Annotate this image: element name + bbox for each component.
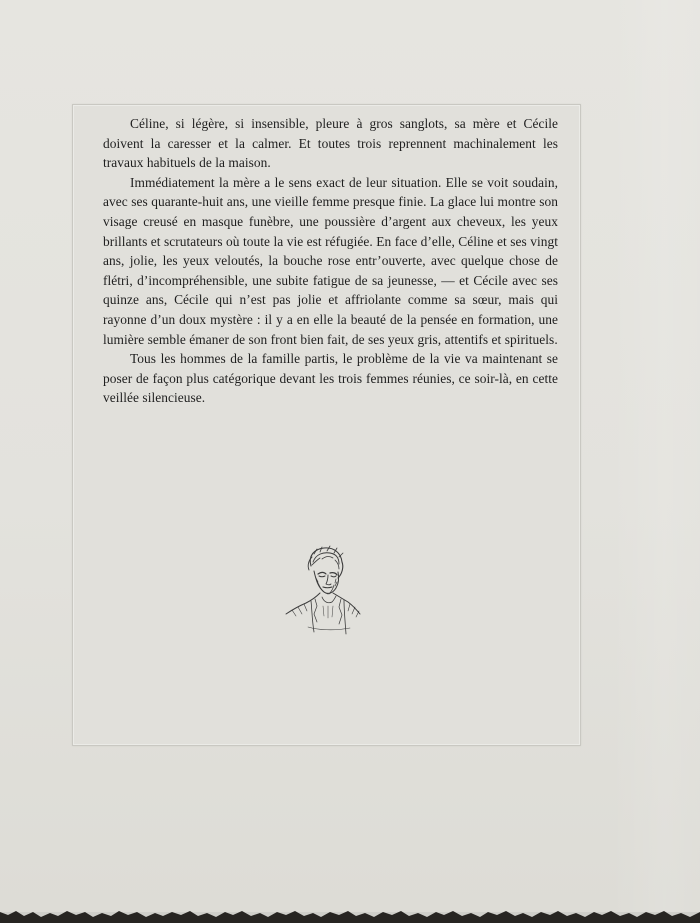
paragraph-2: Immédiatement la mère a le sens exact de leur situation. Elle se voit soudain, avec ses quarante-huit ans, une vieille femme presque finie. La glace lui montre son visage creusé en masque funèbre, une poussière d’argent aux cheveux, les yeux brillants et scrutateurs où toute la vie est réfugiée. En face d’elle, Céline et ses vingt ans, jolie, les yeux veloutés, la bouche rose entr’ouverte, avec quelque chose de flétri, d’incompréhensible, une subite fatigue de sa jeunesse, — et Cécile avec ses quinze ans, Cécile qui n’est pas jolie et affriolante comme sa sœur, mais qui rayonne d’un doux mystère : il y a en elle la beauté de la pensée en formation, une lumière semble émaner de son front bien fait, de ses yeux gris, attentifs et spirituels. [103, 174, 558, 347]
body-text [103, 114, 558, 408]
torn-paper-edge [0, 909, 700, 923]
portrait-etching [278, 544, 374, 644]
paragraph-1: Céline, si légère, si insensible, pleure à gros sanglots, sa mère et Cécile doivent la caresser et la calmer. Et toutes trois reprennent machinalement les travaux habituels de la maison. [103, 116, 558, 171]
paragraph-3: Tous les hommes de la famille partis, le problème de la vie va maintenant se poser de façon plus catégorique devant les trois femmes réunies, ce soir-là, en cette veillée silencieuse. [103, 351, 558, 406]
